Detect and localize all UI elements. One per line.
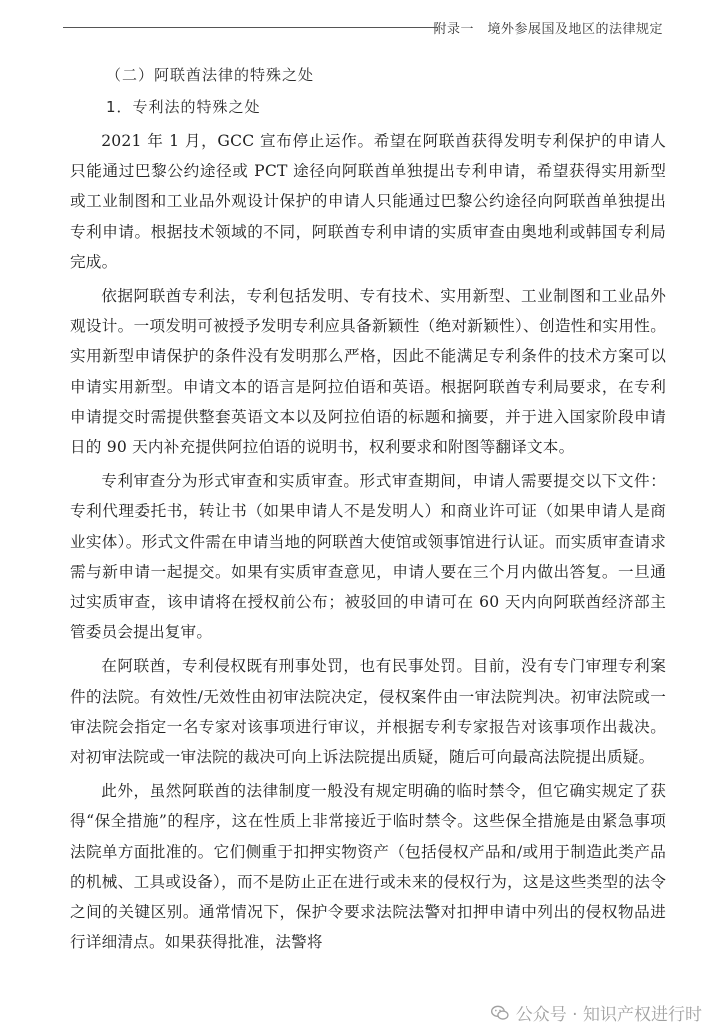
wechat-icon: [490, 1003, 510, 1023]
watermark-text: 公众号 · 知识产权进行时: [515, 1005, 702, 1025]
body-paragraph: 依据阿联酋专利法，专利包括发明、专有技术、实用新型、工业制图和工业品外观设计。一项发明可被授予发明专利应具备新颖性（绝对新颖性）、创造性和实用性。实用新型申请保护的条件没有发明那么严格，因此不能满足专利条件的技术方案可以申请实用新型。申请文本的语言是阿拉伯语和英语。根据阿联酋专利局要求，在专利申请提交时需提供整套英语文本以及阿拉伯语的标题和摘要，并于进入国家阶段申请日的 90 天内补充提供阿拉伯语的说明书，权利要求和附图等翻译文本。: [70, 287, 666, 457]
body-paragraph: 2021 年 1 月，GCC 宣布停止运作。希望在阿联酋获得发明专利保护的申请人只能通过巴黎公约途径或 PCT 途径向阿联酋单独提出专利申请，希望获得实用新型或工业制图和工业品外观设计保护的申请人只能通过巴黎公约途径向阿联酋单独提出专利申请。根据技术领域的不同，阿联酋专利申请的实质审查由奥地利或韩国专利局完成。: [70, 132, 666, 271]
section-heading: （二）阿联酋法律的特殊之处: [106, 66, 315, 84]
body-paragraph: 专利审查分为形式审查和实质审查。形式审查期间，申请人需要提交以下文件：专利代理委托书，转让书（如果申请人不是发明人）和商业许可证（如果申请人是商业实体）。形式文件需在申请当地的阿联酋大使馆或领事馆进行认证。而实质审查请求需与新申请一起提交。如果有实质审查意见，申请人要在三个月内做出答复。一旦通过实质审查，该申请将在授权前公布；被驳回的申请可在 60 天内向阿联酋经济部主管委员会提出复审。: [70, 472, 666, 642]
header-rule: [63, 27, 438, 28]
running-header: [63, 15, 663, 39]
header-title: 附录一 境外参展国及地区的法律规定: [433, 21, 663, 37]
subsection-heading: 1．专利法的特殊之处: [106, 98, 261, 116]
body-paragraph: 此外，虽然阿联酋的法律制度一般没有规定明确的临时禁令，但它确实规定了获得“保全措施”的程序，这在性质上非常接近于临时禁令。这些保全措施是由紧急事项法院单方面批准的。它们侧重于扣押实物资产（包括侵权产品和/或用于制造此类产品的机械、工具或设备），而不是防止正在进行或未来的侵权行为，这是这些类型的法令之间的关键区别。通常情况下，保护令要求法院法警对扣押申请中列出的侵权物品进行详细清点。如果获得批准，法警将: [70, 782, 666, 952]
watermark: [484, 998, 708, 1027]
page-body: [70, 58, 666, 1033]
body-paragraph: 在阿联酋，专利侵权既有刑事处罚，也有民事处罚。目前，没有专门审理专利案件的法院。有效性/无效性由初审法院决定，侵权案件由一审法院判决。初审法院或一审法院会指定一名专家对该事项进行审议，并根据专利专家报告对该事项作出裁决。对初审法院或一审法院的裁决可向上诉法院提出质疑，随后可向最高法院提出质疑。: [70, 657, 666, 767]
